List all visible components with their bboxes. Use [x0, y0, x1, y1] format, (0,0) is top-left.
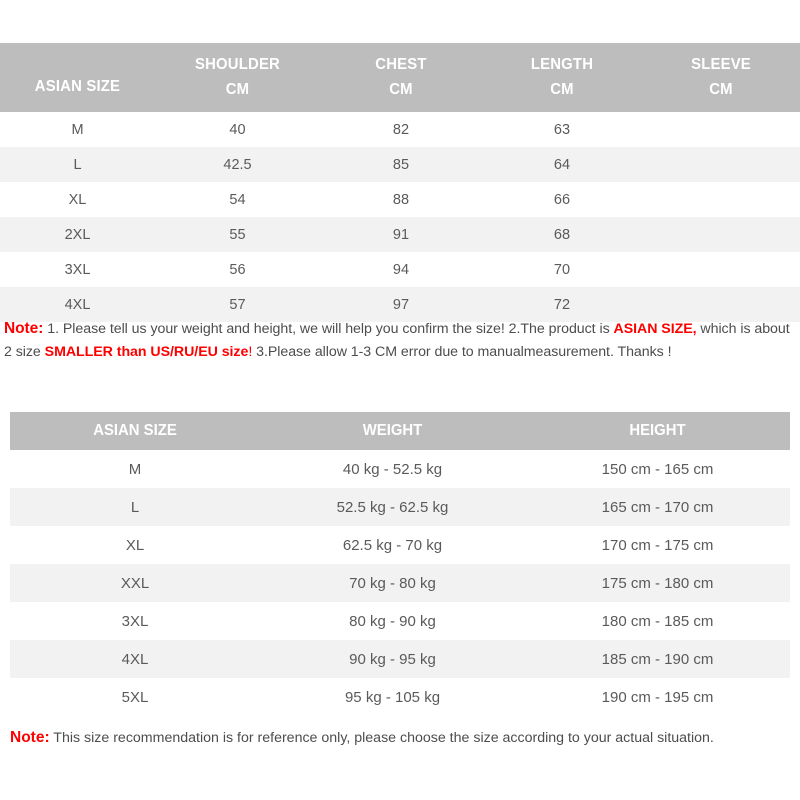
column-header-chest: [326, 43, 477, 112]
cell-chest: 97: [392, 296, 410, 313]
cell-length: 70: [553, 261, 571, 278]
cell-size: L: [130, 498, 140, 516]
cell-shoulder: 40: [229, 121, 246, 138]
recommendation-table: [10, 412, 790, 716]
cell-height: 185 cm - 190 cm: [601, 650, 714, 668]
cell-length: 72: [553, 296, 571, 313]
cell-shoulder: 56: [229, 261, 246, 278]
cell-size: 5XL: [121, 688, 149, 706]
recommendation-table-header-row: [10, 412, 790, 450]
column-header-unit: CM: [225, 80, 250, 98]
column-header-title: LENGTH: [530, 55, 594, 73]
cell-weight: 80 kg - 90 kg: [349, 612, 436, 630]
table-row: [0, 217, 800, 252]
cell-shoulder: 57: [229, 296, 246, 313]
note-highlight-exclamation: !: [248, 343, 253, 360]
cell-length: 64: [553, 156, 571, 173]
note-segment-3: which is about 2 size: [4, 321, 790, 360]
column-header-unit: CM: [550, 80, 574, 98]
cell-chest: 88: [392, 191, 410, 208]
cell-weight: 70 kg - 80 kg: [349, 574, 436, 592]
column-header-weight: WEIGHT: [362, 422, 423, 439]
cell-shoulder: 42.5: [223, 156, 252, 173]
measurement-table: [0, 43, 800, 322]
cell-size: 4XL: [64, 296, 91, 313]
cell-height: 190 cm - 195 cm: [601, 688, 714, 706]
column-header-title: SLEEVE: [691, 55, 751, 73]
cell-weight: 62.5 kg - 70 kg: [342, 536, 443, 554]
measurement-table-header-row: [0, 43, 800, 112]
column-header-asian-size: [5, 43, 149, 112]
cell-height: 180 cm - 185 cm: [601, 612, 714, 630]
table-row: [10, 678, 790, 716]
table-row: [10, 602, 790, 640]
cell-size: 2XL: [64, 226, 91, 243]
cell-height: 165 cm - 170 cm: [601, 498, 714, 516]
size-note-secondary: [10, 725, 790, 751]
cell-size: 3XL: [121, 612, 149, 630]
cell-shoulder: 54: [229, 191, 246, 208]
column-header-shoulder: [161, 43, 314, 112]
note-highlight-asian-size: ASIAN SIZE,: [613, 321, 697, 337]
table-row: [10, 526, 790, 564]
cell-weight: 95 kg - 105 kg: [344, 688, 441, 706]
note-segment-6: 3.Please allow 1-3 CM error due to manualmeasurement. Thanks !: [252, 343, 672, 360]
table-row: [0, 287, 800, 322]
column-header-unit: CM: [709, 80, 733, 98]
cell-weight: 40 kg - 52.5 kg: [342, 460, 443, 478]
column-header-unit: CM: [389, 80, 413, 98]
cell-height: 175 cm - 180 cm: [601, 574, 714, 592]
note-label: Note:: [10, 729, 50, 746]
cell-size: XL: [68, 191, 87, 208]
table-row: [0, 147, 800, 182]
size-note-primary: [4, 318, 798, 363]
cell-size: 4XL: [121, 650, 149, 668]
cell-size: XXL: [120, 574, 150, 592]
table-row: [10, 450, 790, 488]
column-header-length: [488, 43, 637, 112]
cell-length: 66: [553, 191, 571, 208]
cell-shoulder: 55: [229, 226, 246, 243]
note-label: Note:: [4, 320, 44, 337]
note-text: This size recommendation is for reference only, please choose the size according to your actual situation.: [49, 730, 714, 746]
cell-chest: 82: [392, 121, 410, 138]
cell-chest: 85: [392, 156, 410, 173]
column-header-title: ASIAN SIZE: [34, 78, 121, 96]
table-row: [0, 112, 800, 147]
table-row: [0, 182, 800, 217]
cell-size: M: [128, 460, 142, 478]
note-highlight-smaller: SMALLER than US/RU/EU size: [44, 343, 249, 360]
column-header-title: CHEST: [375, 55, 427, 73]
cell-height: 170 cm - 175 cm: [601, 536, 714, 554]
column-header-asian-size: ASIAN SIZE: [93, 422, 177, 439]
cell-chest: 94: [392, 261, 410, 278]
column-header-sleeve: [648, 43, 795, 112]
cell-weight: 52.5 kg - 62.5 kg: [336, 498, 449, 516]
column-header-title: SHOULDER: [194, 55, 280, 73]
cell-size: L: [73, 156, 82, 173]
table-row: [0, 252, 800, 287]
cell-size: M: [71, 121, 84, 138]
cell-size: 3XL: [64, 261, 91, 278]
cell-length: 68: [553, 226, 571, 243]
table-row: [10, 488, 790, 526]
cell-weight: 90 kg - 95 kg: [349, 650, 436, 668]
table-row: [10, 640, 790, 678]
cell-length: 63: [553, 121, 571, 138]
cell-size: XL: [125, 536, 145, 554]
cell-height: 150 cm - 165 cm: [601, 460, 714, 478]
table-row: [10, 564, 790, 602]
column-header-height: HEIGHT: [629, 422, 686, 439]
note-segment-1: 1. Please tell us your weight and height, we will help you confirm the size! 2.The product is: [43, 321, 614, 337]
cell-chest: 91: [392, 226, 410, 243]
